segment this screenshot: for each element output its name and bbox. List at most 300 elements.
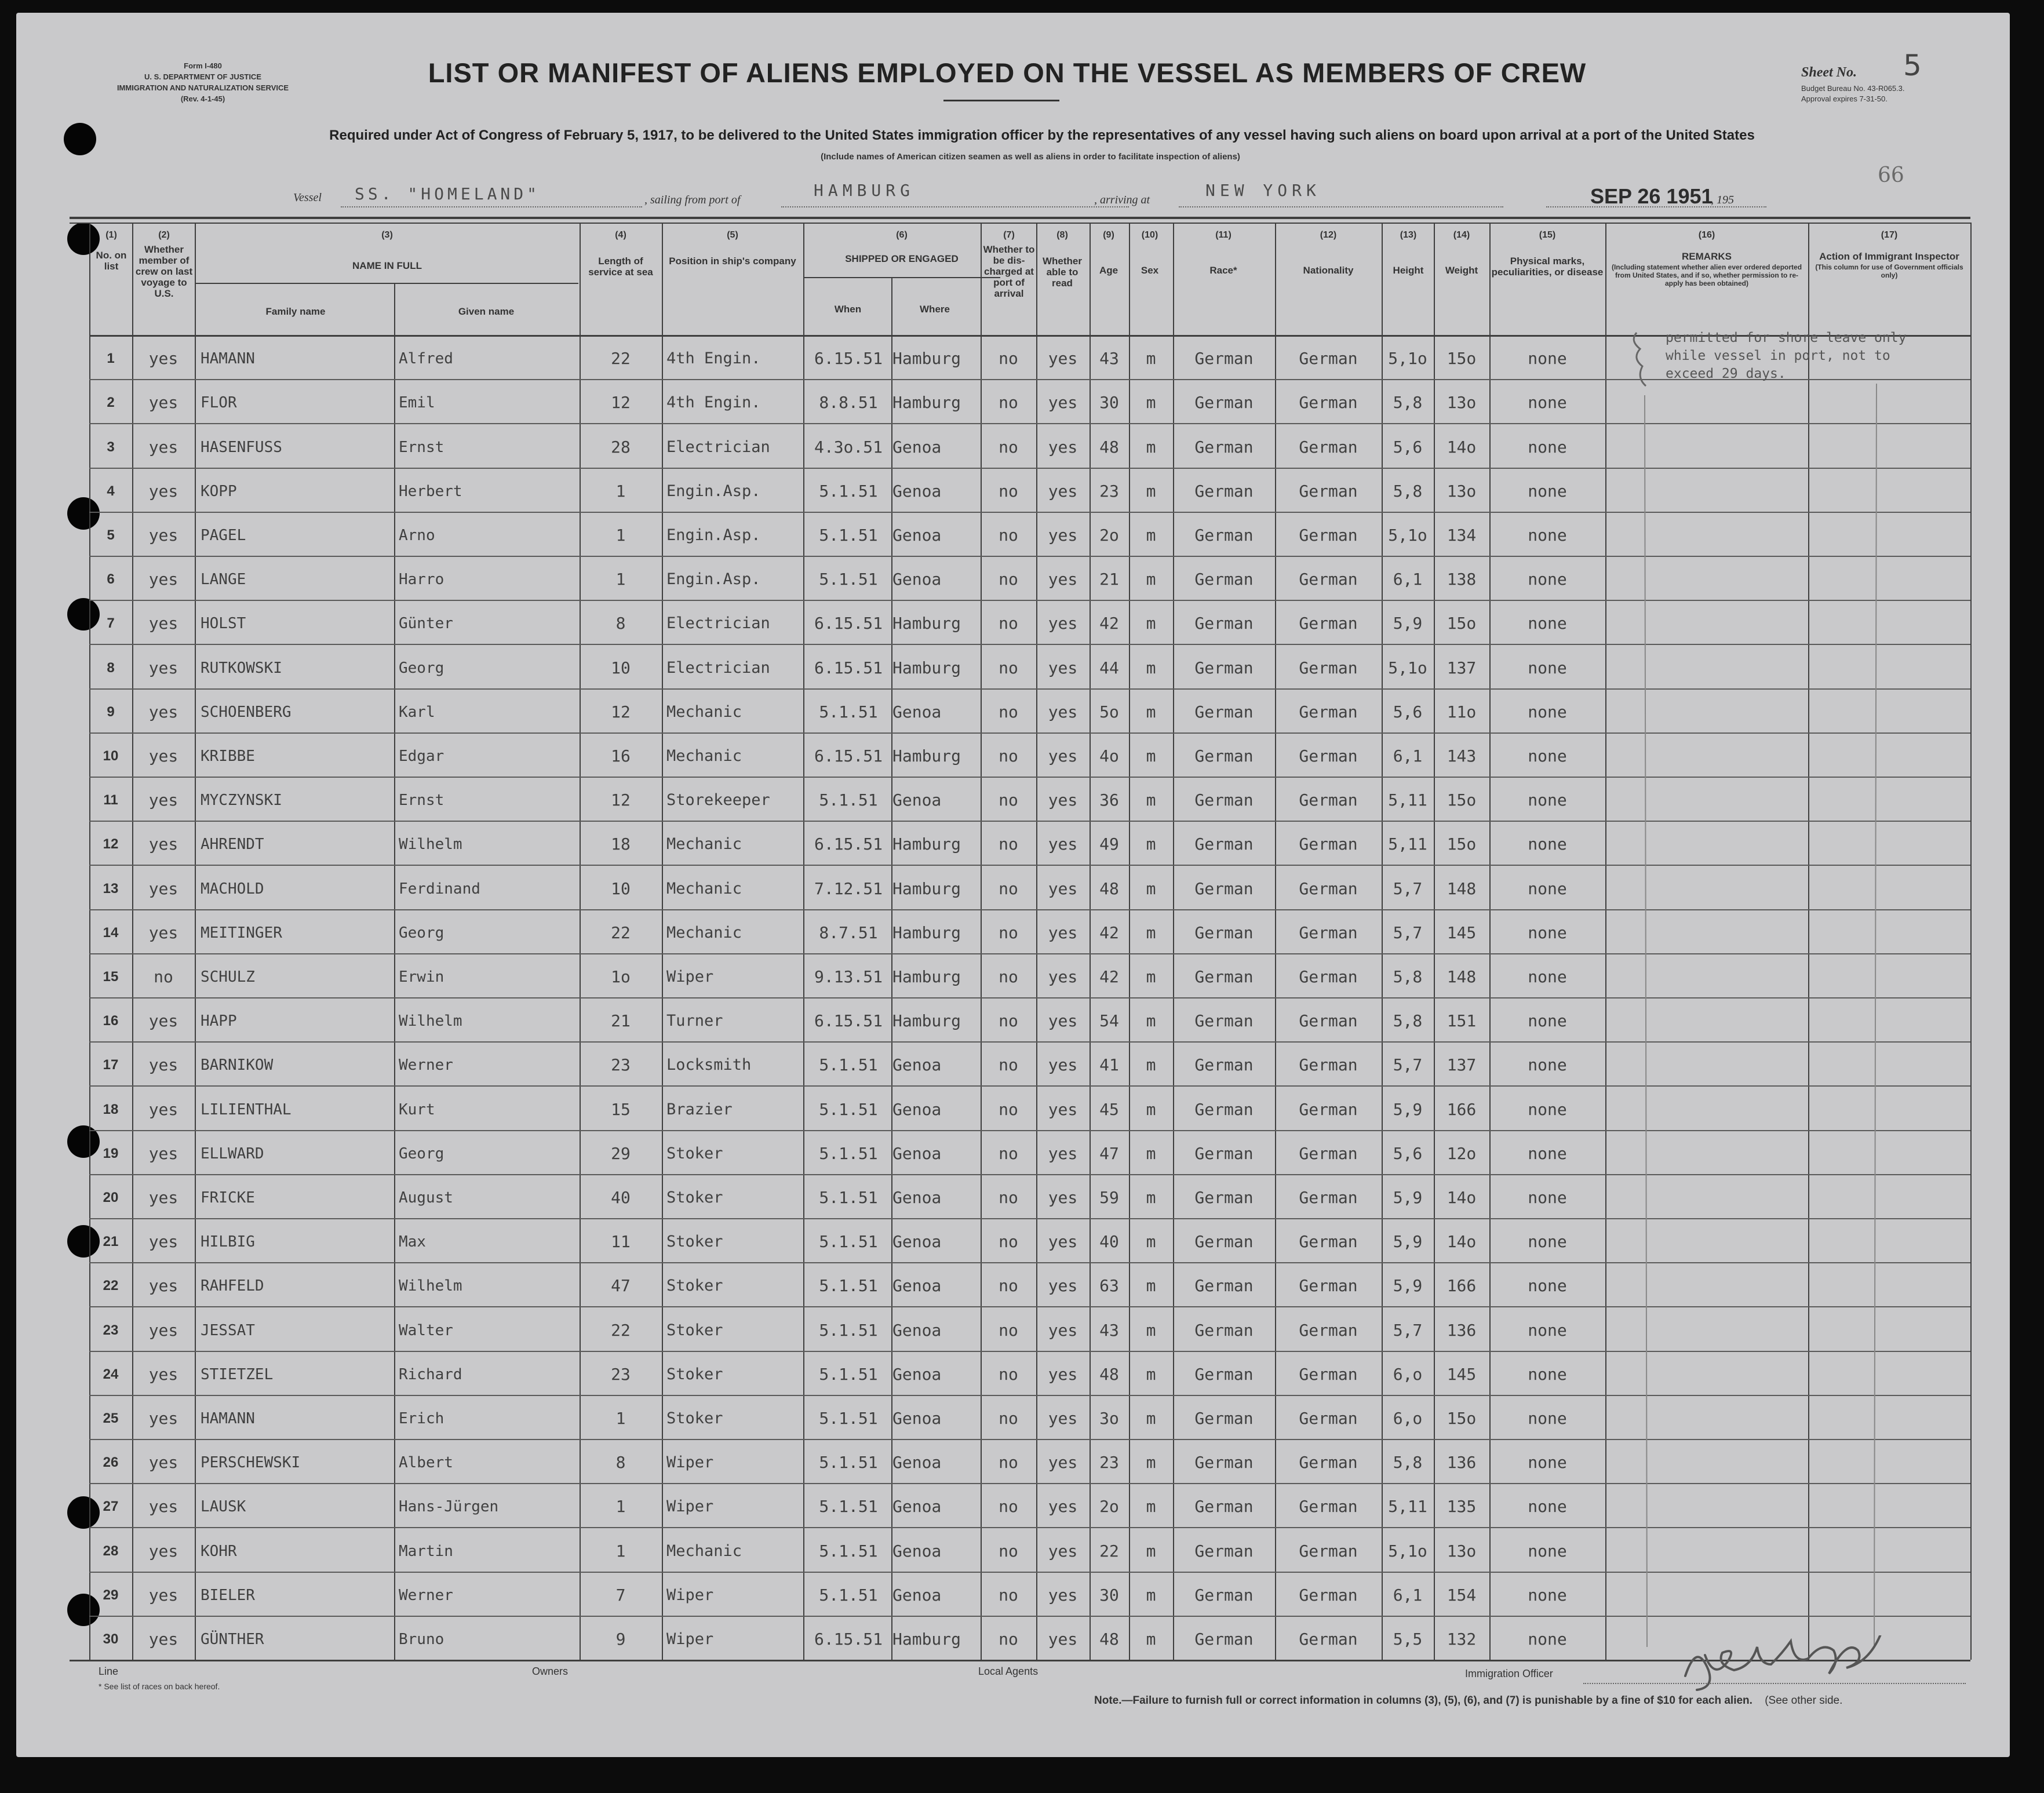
footer-line-label: Line xyxy=(99,1666,119,1677)
cell-height: 5,9 xyxy=(1393,1232,1423,1251)
cell-when: 8.8.51 xyxy=(819,393,878,412)
cell-weight: 132 xyxy=(1447,1630,1477,1649)
col6-when-label: When xyxy=(834,304,862,315)
cell-discharged: no xyxy=(999,1055,1018,1074)
cell-height: 6,1 xyxy=(1393,746,1423,766)
cell-discharged: no xyxy=(999,438,1018,457)
cell-position: 4th Engin. xyxy=(666,349,761,367)
pencil-line-action xyxy=(1871,384,1882,1659)
cell-prev: yes xyxy=(148,526,178,545)
cell-race: German xyxy=(1194,1321,1254,1340)
cell-no: 29 xyxy=(103,1587,119,1603)
footer-agents-label: Local Agents xyxy=(978,1666,1039,1677)
cell-where: Hamburg xyxy=(892,967,961,986)
cell-where: Hamburg xyxy=(892,923,961,942)
cell-position: Stoker xyxy=(666,1365,723,1383)
cell-no: 26 xyxy=(103,1455,119,1470)
cell-nationality: German xyxy=(1299,614,1358,633)
cell-race: German xyxy=(1194,482,1254,501)
col8-label: Whether able to read xyxy=(1043,256,1082,289)
cell-age: 2o xyxy=(1099,526,1119,545)
cell-race: German xyxy=(1194,349,1254,368)
cell-weight: 11o xyxy=(1447,702,1477,721)
date-stamp: SEP 26 1951 xyxy=(1590,184,1713,208)
cell-nationality: German xyxy=(1299,1055,1358,1074)
cell-prev: yes xyxy=(148,923,178,942)
cell-no: 6 xyxy=(107,571,115,587)
cell-position: Wiper xyxy=(666,1453,714,1471)
cell-age: 4o xyxy=(1099,746,1119,766)
cell-nationality: German xyxy=(1299,1409,1358,1428)
page-title: LIST OR MANIFEST OF ALIENS EMPLOYED ON THE VESSEL AS MEMBERS OF CREW xyxy=(428,57,1587,88)
cell-position: Locksmith xyxy=(666,1056,752,1074)
cell-height: 5,8 xyxy=(1393,1453,1423,1472)
cell-no: 21 xyxy=(103,1234,119,1249)
cell-sex: m xyxy=(1146,1011,1156,1030)
cell-when: 5.1.51 xyxy=(819,1144,878,1163)
cell-race: German xyxy=(1194,1100,1254,1119)
cell-discharged: no xyxy=(999,1188,1018,1207)
col8-number: (8) xyxy=(1056,230,1068,240)
cell-height: 5,5 xyxy=(1393,1630,1423,1649)
col1-number: (1) xyxy=(105,230,117,240)
cell-sex: m xyxy=(1146,790,1156,810)
cell-position: Electrician xyxy=(666,438,770,456)
cell-nationality: German xyxy=(1299,834,1358,854)
cell-age: 5o xyxy=(1099,702,1119,721)
cell-given: Harro xyxy=(399,571,444,588)
cell-race: German xyxy=(1194,1586,1254,1605)
cell-height: 5,1o xyxy=(1388,658,1427,677)
cell-given: Wilhelm xyxy=(399,836,462,853)
cell-nationality: German xyxy=(1299,967,1358,986)
cell-when: 5.1.51 xyxy=(819,1188,878,1207)
cell-height: 5,1o xyxy=(1388,349,1427,368)
cell-read: yes xyxy=(1048,702,1078,721)
cell-sex: m xyxy=(1146,1276,1156,1295)
cell-given: Werner xyxy=(399,1056,453,1074)
cell-marks: none xyxy=(1528,393,1567,412)
col9-label: Age xyxy=(1099,265,1118,276)
cell-prev: yes xyxy=(148,1011,178,1030)
cell-service: 1o xyxy=(611,967,631,986)
cell-given: Günter xyxy=(399,615,453,632)
cell-when: 8.7.51 xyxy=(819,923,878,942)
cell-where: Hamburg xyxy=(892,746,961,766)
cell-sex: m xyxy=(1146,1497,1156,1516)
cell-discharged: no xyxy=(999,658,1018,677)
note-text: —Failure to furnish full or correct information in columns (3), (5), (6), and (7) is punishable by a fine of $10 for each alien. xyxy=(1121,1694,1752,1707)
cell-sex: m xyxy=(1146,482,1156,501)
cell-service: 1 xyxy=(615,1497,626,1516)
cell-read: yes xyxy=(1048,1497,1078,1516)
cell-weight: 14o xyxy=(1447,1232,1477,1251)
cell-weight: 154 xyxy=(1447,1586,1477,1605)
cell-given: Albert xyxy=(399,1454,453,1471)
punch-hole xyxy=(67,497,100,530)
cell-family: ELLWARD xyxy=(201,1145,264,1162)
col5-number: (5) xyxy=(727,230,738,240)
cell-weight: 135 xyxy=(1447,1497,1477,1516)
cell-family: MYCZYNSKI xyxy=(201,792,282,809)
cell-height: 6,o xyxy=(1393,1365,1423,1384)
cell-service: 1 xyxy=(615,526,626,545)
cell-no: 17 xyxy=(103,1057,119,1073)
cell-marks: none xyxy=(1528,1276,1567,1295)
service-name: IMMIGRATION AND NATURALIZATION SERVICE xyxy=(116,83,289,92)
col12-label: Nationality xyxy=(1303,265,1354,276)
cell-age: 43 xyxy=(1099,349,1119,368)
cell-height: 5,1o xyxy=(1388,1541,1427,1561)
cell-read: yes xyxy=(1048,614,1078,633)
col17-label: Action of Immigrant Inspector xyxy=(1819,251,1959,262)
col14-label: Weight xyxy=(1445,265,1478,276)
cell-sex: m xyxy=(1146,746,1156,766)
cell-no: 14 xyxy=(103,925,119,941)
cell-where: Genoa xyxy=(892,482,942,501)
cell-nationality: German xyxy=(1299,526,1358,545)
cell-discharged: no xyxy=(999,834,1018,854)
cell-service: 22 xyxy=(611,1321,631,1340)
cell-marks: none xyxy=(1528,1630,1567,1649)
cell-position: Mechanic xyxy=(666,880,742,898)
cell-age: 45 xyxy=(1099,1100,1119,1119)
cell-race: German xyxy=(1194,1144,1254,1163)
manifest-sheet xyxy=(16,13,2010,1757)
cell-read: yes xyxy=(1048,1541,1078,1561)
cell-race: German xyxy=(1194,570,1254,589)
cell-race: German xyxy=(1194,1276,1254,1295)
cell-family: LANGE xyxy=(201,571,246,588)
cell-given: Karl xyxy=(399,704,435,721)
cell-sex: m xyxy=(1146,1453,1156,1472)
cell-read: yes xyxy=(1048,658,1078,677)
cell-prev: yes xyxy=(148,1409,178,1428)
cell-family: SCHULZ xyxy=(201,968,255,986)
cell-race: German xyxy=(1194,1409,1254,1428)
cell-service: 29 xyxy=(611,1144,631,1163)
cell-when: 5.1.51 xyxy=(819,526,878,545)
vessel-underline xyxy=(341,206,642,207)
arrival-port: NEW YORK xyxy=(1205,181,1321,200)
cell-where: Genoa xyxy=(892,1321,942,1340)
cell-age: 41 xyxy=(1099,1055,1119,1074)
cell-sex: m xyxy=(1146,1365,1156,1384)
cell-age: 23 xyxy=(1099,1453,1119,1472)
cell-race: German xyxy=(1194,438,1254,457)
cell-where: Genoa xyxy=(892,1188,942,1207)
cell-when: 6.15.51 xyxy=(814,614,883,633)
cell-sex: m xyxy=(1146,1100,1156,1119)
cell-race: German xyxy=(1194,746,1254,766)
cell-family: LAUSK xyxy=(201,1498,246,1515)
cell-when: 5.1.51 xyxy=(819,1497,878,1516)
cell-family: BIELER xyxy=(201,1587,255,1604)
cell-marks: none xyxy=(1528,570,1567,589)
col1-label: No. on list xyxy=(96,250,127,272)
cell-service: 1 xyxy=(615,1541,626,1561)
cell-read: yes xyxy=(1048,438,1078,457)
cell-prev: yes xyxy=(148,1497,178,1516)
cell-age: 21 xyxy=(1099,570,1119,589)
cell-age: 40 xyxy=(1099,1232,1119,1251)
cell-position: Turner xyxy=(666,1012,723,1030)
cell-given: Kurt xyxy=(399,1101,435,1118)
cell-nationality: German xyxy=(1299,1541,1358,1561)
cell-prev: yes xyxy=(148,570,178,589)
cell-race: German xyxy=(1194,1541,1254,1561)
cell-marks: none xyxy=(1528,879,1567,898)
cell-where: Genoa xyxy=(892,1409,942,1428)
cell-sex: m xyxy=(1146,438,1156,457)
cell-marks: none xyxy=(1528,1453,1567,1472)
cell-prev: yes xyxy=(148,1321,178,1340)
cell-discharged: no xyxy=(999,1011,1018,1030)
cell-position: Stoker xyxy=(666,1409,723,1427)
cell-weight: 151 xyxy=(1447,1011,1477,1030)
cell-age: 59 xyxy=(1099,1188,1119,1207)
cell-age: 23 xyxy=(1099,482,1119,501)
cell-weight: 166 xyxy=(1447,1276,1477,1295)
cell-service: 8 xyxy=(615,614,626,633)
cell-prev: yes xyxy=(148,790,178,810)
sheet-number: 5 xyxy=(1903,49,1922,82)
cell-weight: 166 xyxy=(1447,1100,1477,1119)
cell-sex: m xyxy=(1146,1541,1156,1561)
cell-prev: yes xyxy=(148,1365,178,1384)
cell-service: 7 xyxy=(615,1586,626,1605)
cell-age: 47 xyxy=(1099,1144,1119,1163)
cell-family: PAGEL xyxy=(201,527,246,544)
cell-race: German xyxy=(1194,1497,1254,1516)
cell-marks: none xyxy=(1528,658,1567,677)
cell-prev: yes xyxy=(148,393,178,412)
cell-when: 6.15.51 xyxy=(814,1630,883,1649)
cell-nationality: German xyxy=(1299,1232,1358,1251)
cell-discharged: no xyxy=(999,1365,1018,1384)
cell-service: 11 xyxy=(611,1232,631,1251)
cell-nationality: German xyxy=(1299,438,1358,457)
punch-hole xyxy=(64,123,96,155)
cell-read: yes xyxy=(1048,967,1078,986)
cell-marks: none xyxy=(1528,526,1567,545)
arriving-label: , arriving at xyxy=(1094,194,1150,206)
cell-family: SCHOENBERG xyxy=(201,704,292,721)
cell-no: 22 xyxy=(103,1278,119,1293)
departure-port: HAMBURG xyxy=(814,181,915,200)
cell-read: yes xyxy=(1048,482,1078,501)
cell-height: 5,8 xyxy=(1393,482,1423,501)
cell-when: 6.15.51 xyxy=(814,349,883,368)
cell-read: yes xyxy=(1048,1586,1078,1605)
cell-marks: none xyxy=(1528,746,1567,766)
cell-prev: yes xyxy=(148,702,178,721)
cell-no: 5 xyxy=(107,527,115,543)
cell-given: Wilhelm xyxy=(399,1012,462,1030)
cell-discharged: no xyxy=(999,1497,1018,1516)
cell-read: yes xyxy=(1048,349,1078,368)
cell-position: Electrician xyxy=(666,659,770,677)
form-identifier xyxy=(87,60,319,104)
cell-sex: m xyxy=(1146,702,1156,721)
cell-race: German xyxy=(1194,393,1254,412)
cell-weight: 138 xyxy=(1447,570,1477,589)
cell-read: yes xyxy=(1048,879,1078,898)
cell-nationality: German xyxy=(1299,1630,1358,1649)
cell-when: 6.15.51 xyxy=(814,834,883,854)
form-number: Form I-480 xyxy=(184,61,222,70)
vessel-label: Vessel xyxy=(293,191,322,204)
cell-discharged: no xyxy=(999,349,1018,368)
cell-read: yes xyxy=(1048,526,1078,545)
cell-family: FRICKE xyxy=(201,1189,255,1207)
cell-sex: m xyxy=(1146,658,1156,677)
cell-where: Hamburg xyxy=(892,1011,961,1030)
cell-prev: yes xyxy=(148,1586,178,1605)
cell-race: German xyxy=(1194,967,1254,986)
cell-race: German xyxy=(1194,879,1254,898)
col10-label: Sex xyxy=(1141,265,1159,276)
cell-given: August xyxy=(399,1189,453,1207)
cell-no: 8 xyxy=(107,660,115,676)
cell-no: 20 xyxy=(103,1190,119,1205)
cell-service: 15 xyxy=(611,1100,631,1119)
cell-family: STIETZEL xyxy=(201,1366,274,1383)
cell-where: Genoa xyxy=(892,702,942,721)
cell-family: GÜNTHER xyxy=(201,1631,264,1648)
cell-weight: 13o xyxy=(1447,393,1477,412)
sailing-label: , sailing from port of xyxy=(644,194,741,206)
cell-race: German xyxy=(1194,1232,1254,1251)
cell-marks: none xyxy=(1528,923,1567,942)
cell-service: 22 xyxy=(611,923,631,942)
cell-marks: none xyxy=(1528,349,1567,368)
cell-read: yes xyxy=(1048,1321,1078,1340)
cell-discharged: no xyxy=(999,1100,1018,1119)
cell-where: Hamburg xyxy=(892,393,961,412)
officer-signature xyxy=(1679,1635,1923,1699)
title-underline xyxy=(943,100,1059,101)
cell-no: 9 xyxy=(107,704,115,720)
col3-given-label: Given name xyxy=(458,306,515,317)
cell-position: Engin.Asp. xyxy=(666,570,761,588)
cell-when: 5.1.51 xyxy=(819,1586,878,1605)
cell-prev: yes xyxy=(148,1100,178,1119)
include-note: (Include names of American citizen seamen as well as aliens in order to facilitate inspection of aliens) xyxy=(821,152,1240,162)
cell-age: 42 xyxy=(1099,614,1119,633)
cell-sex: m xyxy=(1146,967,1156,986)
department-name: U. S. DEPARTMENT OF JUSTICE xyxy=(144,72,261,81)
cell-discharged: no xyxy=(999,1630,1018,1649)
footer-races-note: * See list of races on back hereof. xyxy=(99,1682,220,1691)
cell-race: German xyxy=(1194,658,1254,677)
cell-prev: no xyxy=(154,967,173,986)
cell-weight: 148 xyxy=(1447,879,1477,898)
cell-read: yes xyxy=(1048,1144,1078,1163)
cell-race: German xyxy=(1194,1453,1254,1472)
note-label: Note. xyxy=(1094,1694,1122,1707)
cell-no: 13 xyxy=(103,881,119,897)
cell-weight: 13o xyxy=(1447,1541,1477,1561)
col5-label: Position in ship's company xyxy=(669,256,796,267)
cell-when: 5.1.51 xyxy=(819,1453,878,1472)
cell-discharged: no xyxy=(999,526,1018,545)
cell-marks: none xyxy=(1528,482,1567,501)
cell-height: 5,11 xyxy=(1388,834,1427,854)
cell-no: 24 xyxy=(103,1366,119,1382)
col16-sub: (Including statement whether alien ever ordered deported from United States, and if so, whether permission to re-apply has been obtained) xyxy=(1611,263,1802,287)
cell-position: Engin.Asp. xyxy=(666,482,761,500)
budget-number: Budget Bureau No. 43-R065.3. xyxy=(1801,84,1905,93)
cell-discharged: no xyxy=(999,1144,1018,1163)
cell-race: German xyxy=(1194,923,1254,942)
cell-weight: 14o xyxy=(1447,438,1477,457)
cell-sex: m xyxy=(1146,526,1156,545)
note-other-side: (See other side. xyxy=(1765,1694,1843,1707)
col17-number: (17) xyxy=(1881,230,1898,240)
cell-nationality: German xyxy=(1299,1188,1358,1207)
cell-sex: m xyxy=(1146,1188,1156,1207)
cell-marks: none xyxy=(1528,1100,1567,1119)
cell-no: 28 xyxy=(103,1543,119,1559)
cell-weight: 137 xyxy=(1447,1055,1477,1074)
cell-position: Mechanic xyxy=(666,703,742,721)
cell-when: 5.1.51 xyxy=(819,482,878,501)
cell-age: 3o xyxy=(1099,1409,1119,1428)
cell-marks: none xyxy=(1528,1497,1567,1516)
cell-position: Stoker xyxy=(666,1321,723,1339)
cell-no: 3 xyxy=(107,439,115,455)
cell-family: RUTKOWSKI xyxy=(201,659,282,677)
cell-no: 15 xyxy=(103,969,119,985)
cell-height: 5,9 xyxy=(1393,1188,1423,1207)
cell-service: 16 xyxy=(611,746,631,766)
cell-marks: none xyxy=(1528,1321,1567,1340)
cell-sex: m xyxy=(1146,834,1156,854)
cell-given: Werner xyxy=(399,1587,453,1604)
cell-given: Emil xyxy=(399,394,435,411)
cell-nationality: German xyxy=(1299,482,1358,501)
cell-discharged: no xyxy=(999,746,1018,766)
cell-nationality: German xyxy=(1299,1321,1358,1340)
cell-discharged: no xyxy=(999,879,1018,898)
cell-height: 5,9 xyxy=(1393,1100,1423,1119)
cell-age: 48 xyxy=(1099,1630,1119,1649)
cell-read: yes xyxy=(1048,1055,1078,1074)
cell-no: 7 xyxy=(107,615,115,631)
cell-service: 9 xyxy=(615,1630,626,1649)
cell-family: HAMANN xyxy=(201,350,255,367)
cell-no: 19 xyxy=(103,1146,119,1161)
col10-number: (10) xyxy=(1141,230,1158,240)
cell-sex: m xyxy=(1146,570,1156,589)
cell-service: 1 xyxy=(615,570,626,589)
cell-service: 12 xyxy=(611,702,631,721)
cell-discharged: no xyxy=(999,967,1018,986)
cell-service: 10 xyxy=(611,879,631,898)
vessel-name: SS. "HOMELAND" xyxy=(355,184,541,203)
page-number-note: 66 xyxy=(1878,163,1904,187)
cell-when: 5.1.51 xyxy=(819,1100,878,1119)
cell-given: Ferdinand xyxy=(399,880,480,898)
cell-weight: 15o xyxy=(1447,1409,1477,1428)
cell-read: yes xyxy=(1048,746,1078,766)
cell-given: Walter xyxy=(399,1322,453,1339)
col2-label: Whether member of crew on last voyage to U.S. xyxy=(135,244,193,299)
cell-nationality: German xyxy=(1299,658,1358,677)
cell-age: 48 xyxy=(1099,438,1119,457)
date-underline xyxy=(1546,206,1766,207)
